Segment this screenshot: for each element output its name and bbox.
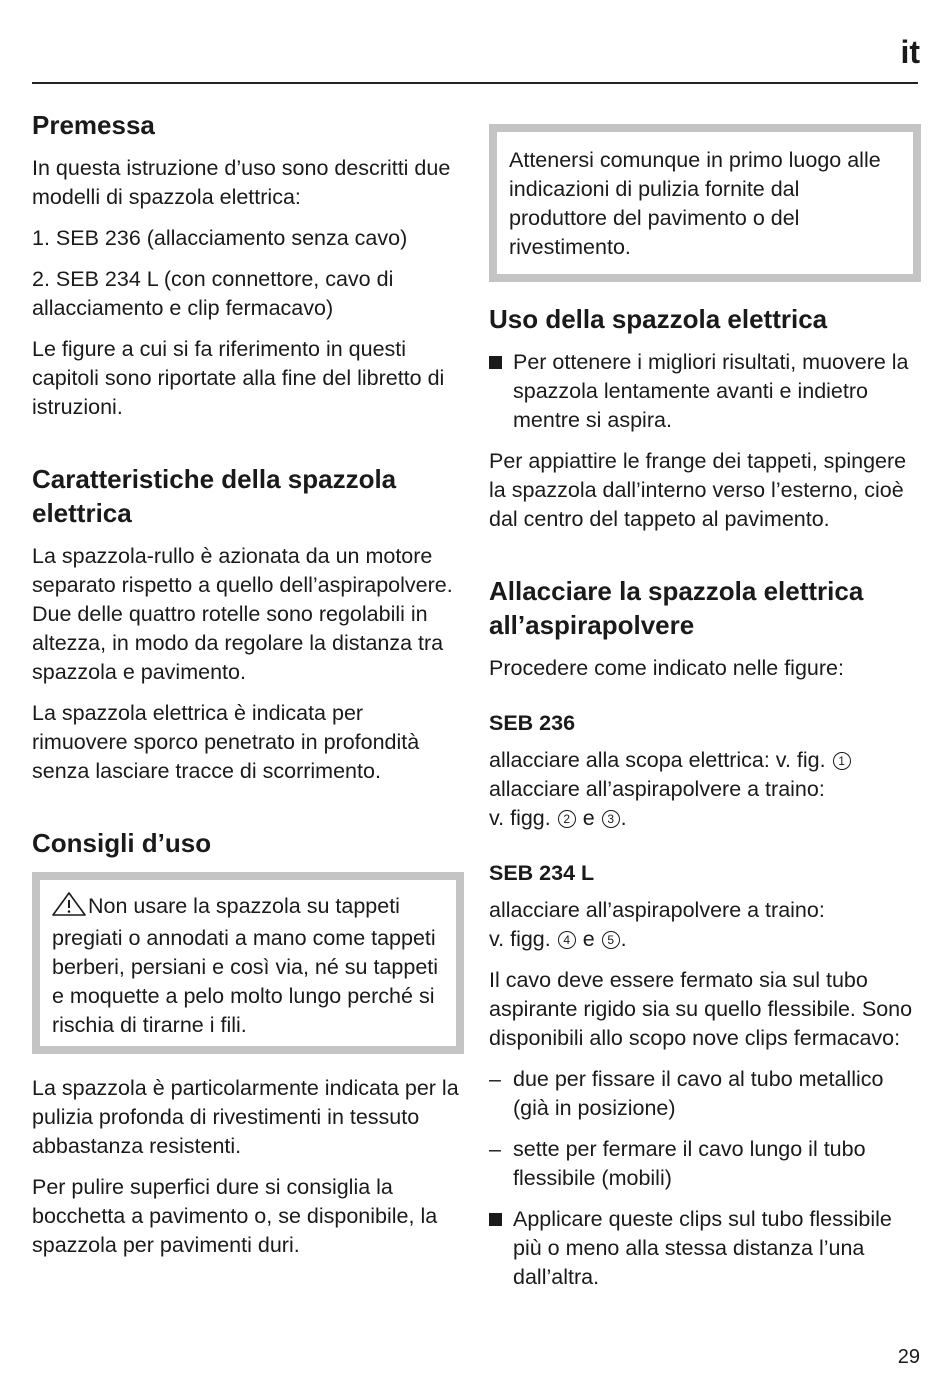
header-rule (32, 82, 918, 84)
note-box (489, 124, 921, 282)
dash-item: – sette per fermare il cavo lungo il tubo flessibile (mobili) (489, 1135, 921, 1193)
seb236-instructions: allacciare alla scopa elettrica: v. fig. 1 allacciare all’aspirapolvere a traino: v. figg. 2 e 3 . (489, 746, 921, 833)
warning-triangle-icon (52, 892, 86, 924)
square-bullet-icon (489, 356, 502, 369)
caratteristiche-heading: Caratteristiche della spazzola elettrica (32, 464, 397, 528)
dash-item-text: due per fissare il cavo al tubo metallico (già in posizione) (513, 1067, 884, 1120)
clips-bullet (489, 1205, 921, 1292)
premessa-heading: Premessa (32, 110, 155, 140)
premessa-intro: In questa istruzione d’uso sono descritti due modelli di spazzola elettrica: (32, 156, 451, 209)
uso-bullet (489, 348, 921, 435)
dash-item-text: sette per fermare il cavo lungo il tubo flessibile (mobili) (513, 1137, 866, 1190)
right-column (489, 124, 921, 1304)
allacciare-heading: Allacciare la spazzola elettrica all’aspirapolvere (489, 576, 864, 640)
premessa-item-1: 1. SEB 236 (allacciamento senza cavo) (32, 226, 408, 250)
seb234-instructions: allacciare all’aspirapolvere a traino: v. figg. 4 e 5 . (489, 898, 825, 951)
page-number: 29 (897, 1346, 920, 1368)
figure-ref-2: 2 (558, 810, 576, 828)
figure-ref-4: 4 (558, 931, 576, 949)
uso-paragraph: Per appiattire le frange dei tappeti, spingere la spazzola dall’interno verso l’esterno, cioè dal centro del tappeto al pavimento. (489, 449, 907, 531)
consigli-paragraph-2: Per pulire superfici dure si consiglia la bocchetta a pavimento o, se disponibile, la spazzola per pavimenti duri. (32, 1175, 438, 1257)
clips-bullet-text: Applicare queste clips sul tubo flessibile più o meno alla stessa distanza l’una dall’altra. (513, 1207, 892, 1289)
uso-bullet-text: Per ottenere i migliori risultati, muovere la spazzola lentamente avanti e indietro mentre si aspira. (513, 350, 909, 432)
warning-text: Non usare la spazzola su tappeti pregiati o annodati a mano come tappeti berberi, persiani e così via, né su tappeti e moquette a pelo molto lungo perché si rischia di tirarne i fili. (52, 894, 439, 1037)
seb236-subheading: SEB 236 (489, 711, 576, 735)
consigli-paragraph-1: La spazzola è particolarmente indicata per la pulizia profonda di rivestimenti in tessuto abbastanza resistenti. (32, 1076, 459, 1158)
note-text: Attenersi comunque in primo luogo alle indicazioni di pulizia fornite dal produttore del pavimento o del rivestimento. (509, 148, 881, 259)
seb234-subheading: SEB 234 L (489, 861, 595, 885)
premessa-figures-note: Le figure a cui si fa riferimento in questi capitoli sono riportate alla fine del libretto di istruzioni. (32, 337, 445, 419)
uso-heading: Uso della spazzola elettrica (489, 304, 828, 334)
caratteristiche-paragraph-1: La spazzola-rullo è azionata da un motore separato rispetto a quello dell’aspirapolvere. Due delle quattro rotelle sono regolabili in altezza, in modo da regolare la distanza tra spazzola e pavimento. (32, 544, 453, 684)
cavo-paragraph: Il cavo deve essere fermato sia sul tubo aspirante rigido sia su quello flessibile. Sono disponibili allo scopo nove clips fermacavo: (489, 968, 913, 1050)
square-bullet-icon (489, 1213, 502, 1226)
left-column (32, 108, 464, 1272)
figure-ref-3: 3 (602, 810, 620, 828)
language-code: it (900, 34, 920, 70)
consigli-heading: Consigli d’uso (32, 828, 212, 858)
dash-item: – due per fissare il cavo al tubo metallico (già in posizione) (489, 1065, 921, 1123)
figure-ref-1: 1 (833, 752, 851, 770)
premessa-item-2: 2. SEB 234 L (con connettore, cavo di allacciamento e clip fermacavo) (32, 267, 394, 320)
figure-ref-5: 5 (602, 931, 620, 949)
allacciare-intro: Procedere come indicato nelle figure: (489, 656, 844, 680)
warning-box (32, 872, 464, 1054)
caratteristiche-paragraph-2: La spazzola elettrica è indicata per rimuovere sporco penetrato in profondità senza lasciare tracce di scorrimento. (32, 701, 420, 783)
